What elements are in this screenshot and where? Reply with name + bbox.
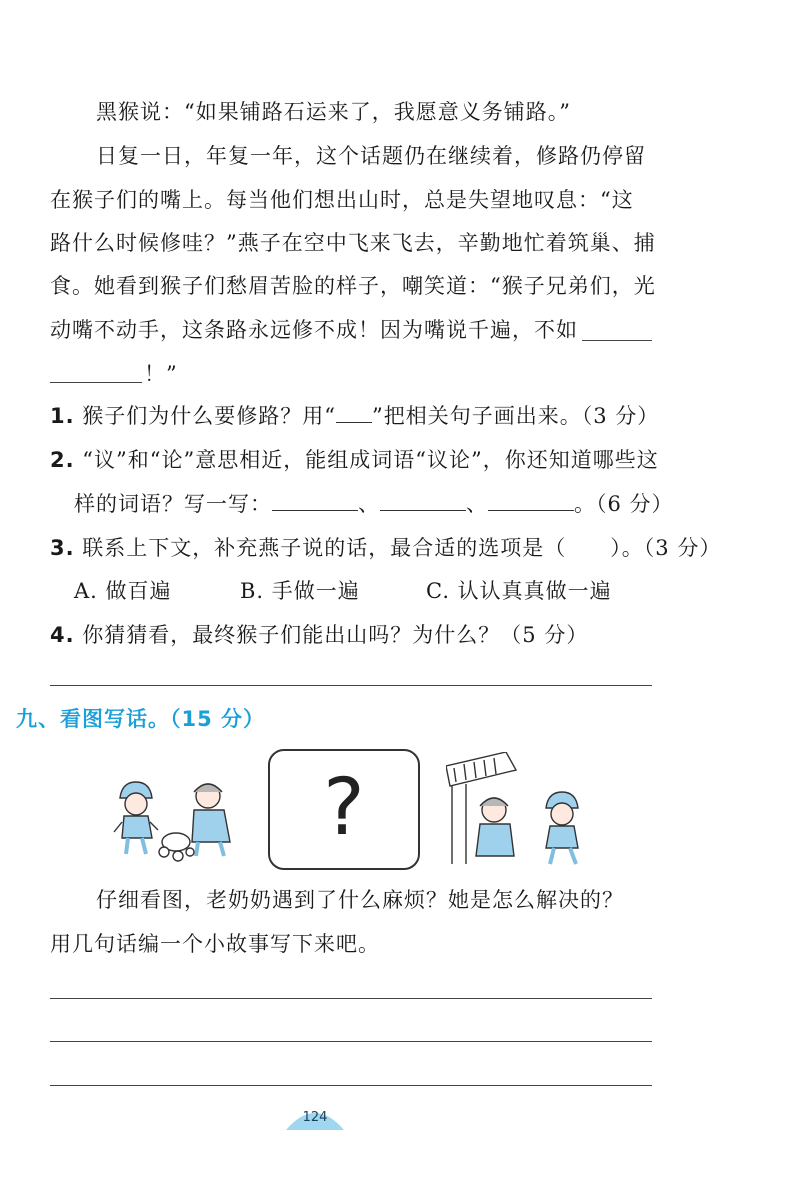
question-4	[50, 619, 588, 649]
answer-blank[interactable]	[380, 509, 466, 511]
question-text: 联系上下文，补充燕子说的话，最合适的选项是（ ）。（3 分）	[82, 536, 722, 560]
scene-right-illustration	[446, 752, 596, 868]
scene-left-illustration	[108, 776, 248, 862]
writing-prompt-line: 用几句话编一个小故事写下来吧。	[50, 932, 380, 956]
answer-blank[interactable]	[50, 382, 142, 383]
page-number-badge	[284, 1102, 346, 1130]
question-text: 样的词语？写一写：	[74, 492, 272, 516]
question-text: ”把相关句子画出来。（3 分）	[372, 404, 660, 428]
question-number: 1.	[50, 404, 75, 428]
passage-line: 在猴子们的嘴上。每当他们想出山时，总是失望地叹息：“这	[50, 188, 634, 212]
passage-line: 路什么时候修哇？”燕子在空中飞来飞去，辛勤地忙着筑巢、捕	[50, 231, 656, 255]
answer-blank[interactable]	[582, 340, 652, 341]
question-2-cont	[74, 488, 674, 518]
question-text: 你猜猜看，最终猴子们能出山吗？为什么？（5 分）	[82, 623, 589, 647]
option-b[interactable]: B. 手做一遍	[240, 579, 360, 603]
question-text: “议”和“论”意思相近，能组成词语“议论”，你还知道哪些这	[82, 448, 659, 472]
writing-prompt-line: 仔细看图，老奶奶遇到了什么麻烦？她是怎么解决的？	[96, 888, 624, 912]
question-3	[50, 532, 721, 562]
answer-line[interactable]	[50, 685, 652, 686]
passage-line: 食。她看到猴子们愁眉苦脸的样子，嘲笑道：“猴子兄弟们，光	[50, 274, 656, 298]
passage-line: 动嘴不动手，这条路永远修不成！因为嘴说千遍，不如	[50, 318, 578, 342]
answer-blank[interactable]	[272, 509, 358, 511]
question-text: 。（6 分）	[574, 492, 674, 516]
separator: 、	[466, 492, 488, 516]
question-2	[50, 444, 659, 474]
passage-line: 黑猴说：“如果铺路石运来了，我愿意义务铺路。”	[96, 100, 571, 124]
passage-line: 日复一日，年复一年，这个话题仍在继续着，修路仍停留	[96, 144, 646, 168]
separator: 、	[358, 492, 380, 516]
writing-line[interactable]	[50, 1041, 652, 1042]
question-number: 3.	[50, 536, 75, 560]
question-number: 2.	[50, 448, 75, 472]
question-number: 4.	[50, 623, 75, 647]
answer-blank[interactable]	[488, 509, 574, 511]
missing-picture-box	[268, 749, 420, 870]
underline-sample	[336, 421, 372, 423]
passage-line: ！”	[144, 362, 178, 386]
question-1	[50, 400, 659, 430]
section-title: 九、看图写话。（15 分）	[16, 707, 266, 731]
writing-line[interactable]	[50, 1085, 652, 1086]
question-text: 猴子们为什么要修路？用“	[82, 404, 337, 428]
question-mark: ?	[323, 763, 365, 853]
option-a[interactable]: A. 做百遍	[74, 579, 172, 603]
page-number: 124	[302, 1110, 328, 1125]
writing-line[interactable]	[50, 998, 652, 999]
option-c[interactable]: C. 认认真真做一遍	[426, 579, 612, 603]
